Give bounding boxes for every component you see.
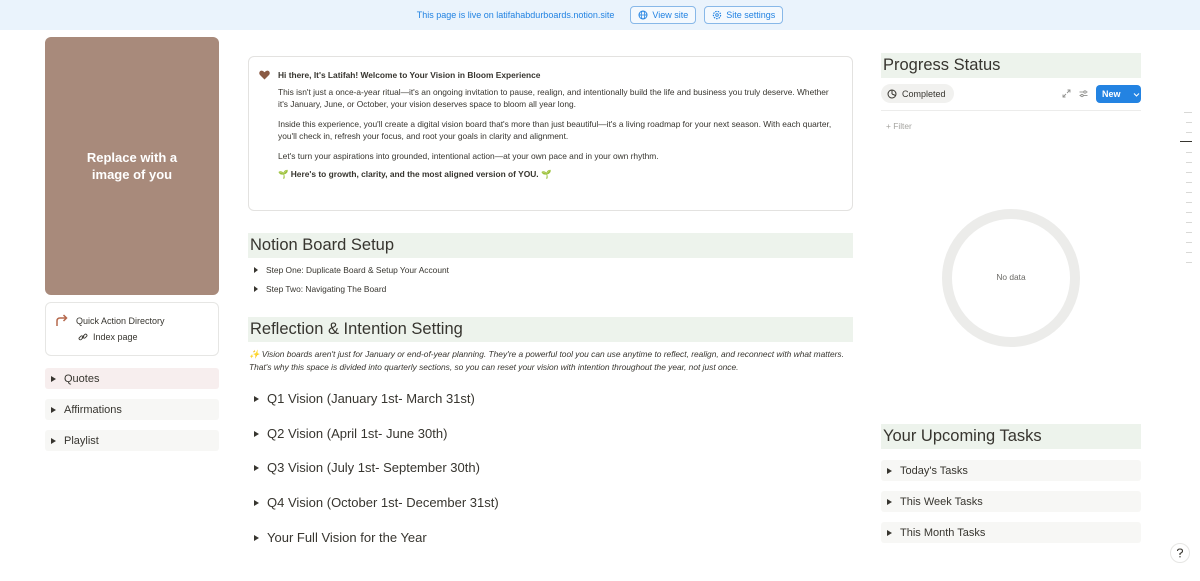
index-page-label: Index page [93, 332, 138, 342]
toggle-label: Affirmations [64, 403, 122, 416]
outline-tick [1186, 172, 1192, 173]
add-filter-button[interactable]: + Filter [886, 121, 912, 131]
toggle-quotes[interactable] [45, 368, 219, 389]
outline-tick [1186, 132, 1192, 133]
toggle-label: Playlist [64, 434, 99, 447]
outline-tick [1186, 122, 1192, 123]
quick-action-title: Quick Action Directory [76, 316, 165, 326]
toggle-label: Quotes [64, 372, 100, 385]
outline-tick [1184, 112, 1192, 113]
outline-tick [1186, 152, 1192, 153]
view-tab-completed[interactable] [881, 84, 954, 103]
toggle-triangle-icon [254, 267, 258, 273]
toggle-triangle-icon [51, 407, 56, 413]
toggle-triangle-icon [254, 535, 259, 541]
outline-tick [1186, 162, 1192, 163]
quick-action-directory-card [45, 302, 219, 356]
toggle-playlist[interactable] [45, 430, 219, 451]
curved-arrow-icon [55, 313, 69, 327]
quarter-label: Q1 Vision (January 1st- March 31st) [267, 391, 475, 406]
outline-tick [1186, 242, 1192, 243]
globe-icon [638, 10, 648, 20]
chart-empty-label: No data [996, 272, 1026, 282]
welcome-title: Hi there, It's Latifah! Welcome to Your Vision in Bloom Experience [278, 70, 541, 80]
view-site-button[interactable] [630, 6, 696, 24]
outline-tick [1186, 252, 1192, 253]
welcome-paragraph-4: 🌱 Here's to growth, clarity, and the most aligned version of YOU. 🌱 [278, 169, 552, 179]
toggle-q3-vision[interactable] [254, 460, 480, 475]
help-icon [1175, 548, 1185, 558]
tasks-heading: Your Upcoming Tasks [881, 424, 1141, 449]
toggle-triangle-icon [254, 500, 259, 506]
toggle-triangle-icon [51, 376, 56, 382]
toggle-triangle-icon [887, 530, 892, 536]
reflection-intro: ✨ Vision boards aren't just for January or end-of-year planning. They're a powerful tool you can use anytime to reflect, realign, and reconnect with what matters. That's why this space is divided into quarterly sections, so you can reset your vision with intention throughout the year, not just once. [249, 349, 844, 372]
toggle-triangle-icon [254, 431, 259, 437]
page-outline-scrubber[interactable] [1180, 112, 1192, 272]
toggle-q4-vision[interactable] [254, 495, 499, 510]
outline-tick [1186, 222, 1192, 223]
help-button[interactable] [1170, 543, 1190, 563]
expand-icon[interactable] [1062, 89, 1071, 98]
outline-tick [1186, 262, 1192, 263]
view-tab-label: Completed [902, 88, 946, 99]
toggle-step-one[interactable] [254, 265, 449, 275]
task-label: This Week Tasks [900, 495, 983, 508]
toggle-todays-tasks[interactable] [881, 460, 1141, 481]
view-divider [881, 110, 1141, 111]
step-label: Step One: Duplicate Board & Setup Your Account [266, 265, 449, 275]
reflection-heading: Reflection & Intention Setting [248, 317, 853, 342]
welcome-paragraph-2: Inside this experience, you'll create a digital vision board that's more than just beautiful—it's a living roadmap for your next season. With each quarter, you'll check in, refresh your focus, and root your goals in clarity and alignment. [278, 119, 832, 141]
gear-icon [712, 10, 722, 20]
toggle-full-vision[interactable] [254, 530, 427, 545]
toggle-this-week-tasks[interactable] [881, 491, 1141, 512]
outline-tick [1186, 232, 1192, 233]
toggle-this-month-tasks[interactable] [881, 522, 1141, 543]
toggle-affirmations[interactable] [45, 399, 219, 420]
pie-icon [887, 89, 897, 99]
site-settings-label: Site settings [726, 10, 776, 20]
outline-tick-active [1180, 141, 1192, 142]
new-button-label: New [1102, 89, 1121, 99]
toggle-q1-vision[interactable] [254, 391, 475, 406]
quarter-label: Your Full Vision for the Year [267, 530, 427, 545]
index-page-link[interactable] [78, 332, 138, 342]
link-icon [78, 332, 88, 342]
view-site-label: View site [652, 10, 689, 20]
outline-tick [1186, 202, 1192, 203]
toggle-step-two[interactable] [254, 284, 386, 294]
quarter-label: Q3 Vision (July 1st- September 30th) [267, 460, 480, 475]
site-settings-button[interactable] [704, 6, 783, 24]
photo-placeholder-text: Replace with a image of you [86, 150, 178, 182]
step-label: Step Two: Navigating The Board [266, 284, 387, 294]
welcome-callout [248, 56, 853, 211]
toggle-triangle-icon [254, 286, 258, 292]
toggle-triangle-icon [887, 499, 892, 505]
outline-tick [1186, 212, 1192, 213]
site-live-text: This page is live on latifahabdurboards.notion.site [416, 10, 615, 20]
site-live-banner [0, 0, 1200, 30]
task-label: Today's Tasks [900, 464, 968, 477]
outline-tick [1186, 182, 1192, 183]
outline-tick [1186, 192, 1192, 193]
quarter-label: Q2 Vision (April 1st- June 30th) [267, 426, 448, 441]
quarter-label: Q4 Vision (October 1st- December 31st) [267, 495, 499, 510]
chevron-down-icon [1133, 91, 1140, 98]
toggle-triangle-icon [254, 396, 259, 402]
toggle-triangle-icon [254, 465, 259, 471]
sliders-icon[interactable] [1079, 89, 1088, 98]
progress-heading: Progress Status [881, 53, 1141, 78]
toggle-triangle-icon [887, 468, 892, 474]
setup-heading: Notion Board Setup [248, 233, 853, 258]
welcome-paragraph-1: This isn't just a once-a-year ritual—it's an ongoing invitation to pause, realign, and intentionally build the life and business you truly deserve. Whether it's January, June, or October, your vision deserves space to bloom all year long. [278, 87, 829, 109]
toggle-q2-vision[interactable] [254, 426, 447, 441]
profile-photo-placeholder[interactable] [45, 37, 219, 295]
heart-icon [259, 70, 270, 80]
welcome-paragraph-3: Let's turn your aspirations into grounded, intentional action—at your own pace and in your own rhythm. [278, 151, 659, 161]
new-record-button[interactable] [1096, 85, 1141, 103]
toggle-triangle-icon [51, 438, 56, 444]
task-label: This Month Tasks [900, 526, 986, 539]
